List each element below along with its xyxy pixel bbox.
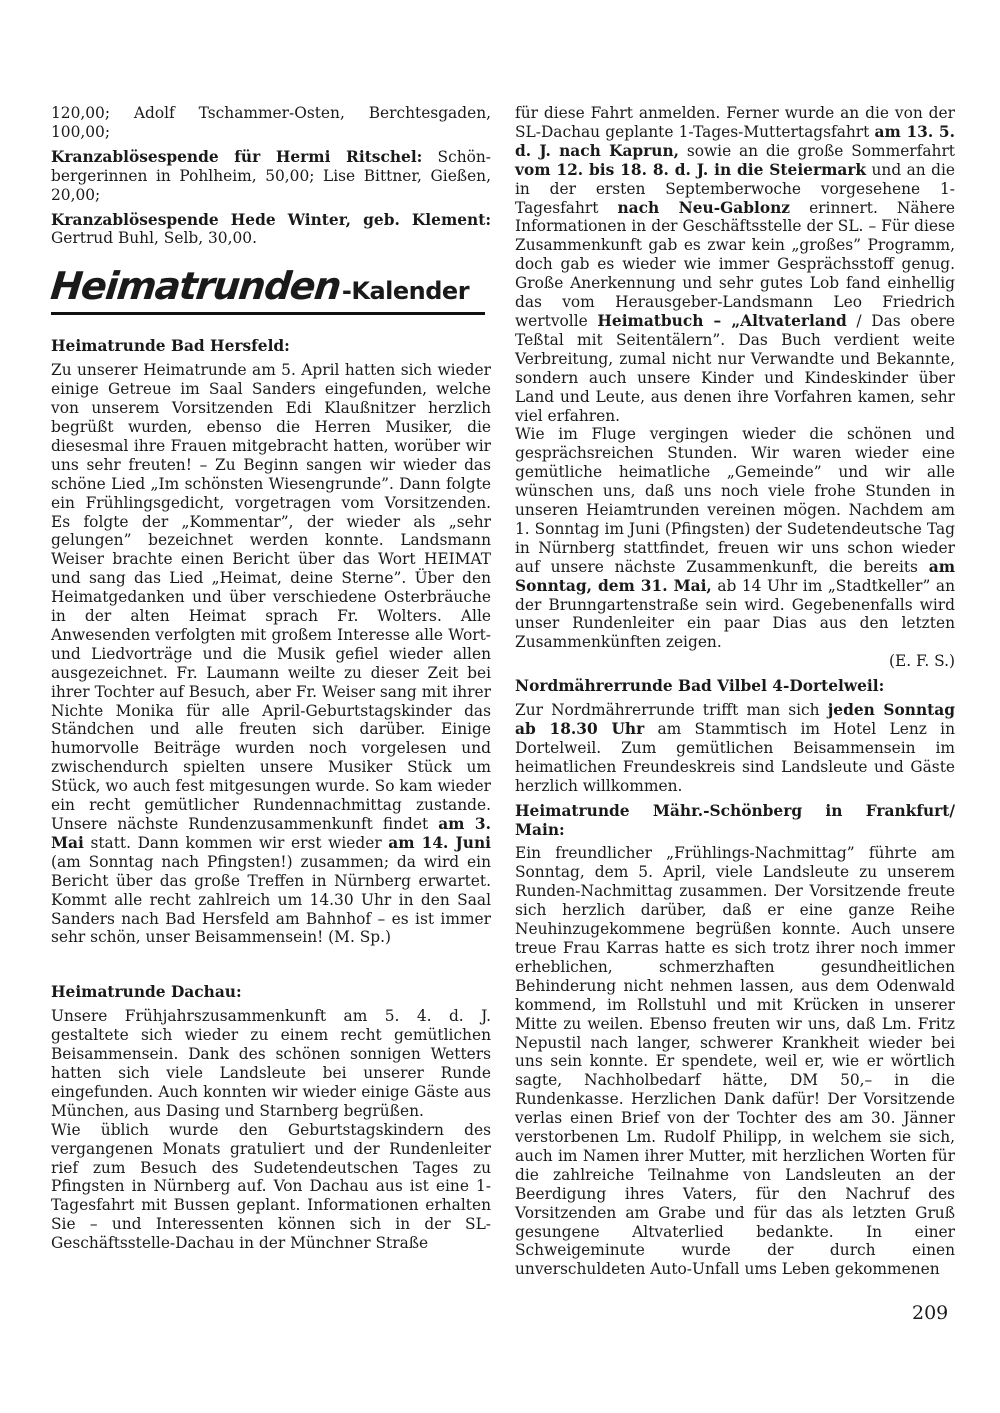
section-title bbox=[48, 260, 491, 309]
article-heading: Heimatrunde Bad Hersfeld: bbox=[51, 337, 290, 356]
author-initials: (E. F. S.) bbox=[889, 652, 955, 671]
section-title-script: Heimatrunden bbox=[48, 264, 343, 309]
article-body: Wie üblich wurde den Geburtstagskindern des vergangenen Monats gratuliert und der Rundenleiter rief zum Besuch des Sudetendeutschen Tages zu Pfingsten in Nürnberg auf. Von Dachau aus ist eine 1-Tagesfahrt mit Bussen geplant. Informationen erhalten Sie – und Interessenten können sich in der SL-Geschäftsstelle-Dachau in der Münchner Straße bbox=[51, 1120, 491, 1253]
donation-label: Kranzablösespende Hede Winter, geb. Klement: bbox=[51, 210, 491, 229]
page-number: 209 bbox=[912, 1302, 949, 1324]
article-body: Wie im Fluge vergingen wieder die schönen und gesprächsreichen Stunden. Wir waren wieder eine gemütliche heimatliche „Gemeinde” und wir alle wünschen uns, daß uns noch viele frohe Stunden in unseren Heiamtrunden vereinen mögen. Nachdem am 1. Sonntag im Juni (Pfingsten) der Sudetendeutsche Tag in Nürnberg stattfindet, freuen wir uns schon wieder auf unsere nächste Zusammenkunft, die bereits am Sonntag, dem 31. Mai, ab 14 Uhr im „Stadtkeller” an der Brunngartenstraße sein wird. Gegebenenfalls wird unser Rundenleiter ein paar Dias aus den letzten Zusammenkünften zeigen. bbox=[515, 425, 955, 652]
section-title-block: -Kalender bbox=[341, 277, 470, 306]
donation-paragraph: Kranzablösespende Hede Winter, geb. Klement: Gertrud Buhl, Selb, 30,00. bbox=[51, 210, 491, 248]
article-heading: Heimatrunde Mähr.-Schönberg in Frankfurt/ Main: bbox=[515, 801, 955, 839]
article-heading: Heimatrunde Dachau: bbox=[51, 983, 242, 1002]
article-heading: Nordmährerrunde Bad Vilbel 4-Dortelweil: bbox=[515, 677, 885, 696]
article-body: Zu unserer Heimatrunde am 5. April hatten sich wieder einige Getreue im Saal Sanders eingefunden, welche von unserem Vorsitzenden Edi Klaußnitzer herzlich begrüßt wurden, ebenso die Herren Musiker, die diesesmal ihre Frauen mitgebracht hatten, worüber wir uns sehr freuten! – Zu Beginn sangen wir wieder das schöne Lied „Im schönsten Wiesengrunde”. Dann folgte ein Frühlingsgedicht, vorgetragen vom Vorsitzenden. Es folgte der „Kommentar”, der wieder als „sehr gelungen” bezeichnet werden konnte. Landsmann Weiser brachte einen Bericht über das Wort HEIMAT und sang das Lied „Heimat, deine Sterne”. Über den Heimatgedanken und über verschiedene Osterbräuche in der alten Heimat sprach Fr. Wolters. Alle Anwesenden verfolgten mit großem Interesse alle Wort- und Liedvorträge und die Musik gefiel wieder allen ausgezeichnet. Fr. Laumann weilte zu dieser Zeit bei ihrer Tochter auf Besuch, aber Fr. Weiser sang mit ihrer Nichte Monika für alle April-Geburtstagskinder das Ständchen und alle freuten sich darüber. Einige humorvolle Beiträge wurden noch vorgelesen und zwischendurch spielten unsere Musiker Stück um Stück, wo auch fest mitgesungen wurde. So kam wieder ein recht gemütlicher Rundennachmittag zustande. Unsere nächste Rundenzusammenkunft findet am 3. Mai statt. Dann kommen wir erst wieder am 14. Juni (am Sonntag nach Pfingsten!) zusammen; da wird ein Bericht über das große Treffen in Nürnberg erwartet. Kommt alle recht zahlreich um 14.30 Uhr in den Saal Sanders nach Bad Hersfeld am Bahnhof – es ist immer sehr schön, unser Beisammensein! (M. Sp.) bbox=[51, 361, 491, 947]
donation-label: Kranzablösespende für Hermi Ritschel: bbox=[51, 147, 423, 166]
right-column bbox=[515, 104, 955, 1279]
title-rule bbox=[51, 312, 485, 315]
article-body: Zur Nordmährerrunde trifft man sich jeden Sonntag ab 18.30 Uhr am Stammtisch im Hotel Lenz in Dortelweil. Zum gemütlichen Beisammensein im heimatlichen Freundeskreis sind Landsleute und Gäste herzlich willkommen. bbox=[515, 701, 955, 795]
donation-paragraph: Kranzablösespende für Hermi Ritschel: Schön-bergerinnen in Pohlheim, 50,00; Lise Bittner, Gießen, 20,00; bbox=[51, 147, 491, 204]
donation-paragraph: 120,00; Adolf Tschammer-Osten, Berchtesgaden, 100,00; bbox=[51, 104, 491, 141]
article-body: für diese Fahrt anmelden. Ferner wurde an die von der SL-Dachau geplante 1-Tages-Muttertagsfahrt am 13. 5. d. J. nach Kaprun, sowie an die große Sommerfahrt vom 12. bis 18. 8. d. J. in die Steiermark und an die in der ersten Septemberwoche vorgesehene 1-Tagesfahrt nach Neu-Gablonz erinnert. Nähere Informationen in der Geschäftsstelle der SL. – Für diese Zusammenkunft gab es zwar kein „großes” Programm, doch gab es wieder wie immer Gesprächsstoff genug. Große Anerkennung und sehr gutes Lob fand einhellig das vom Herausgeber-Landsmann Leo Friedrich wertvolle Heimatbuch – „Altvaterland / Das obere Teßtal mit Seitentälern”. Das Buch verdient weite Verbreitung, zumal nicht nur Verwandte und Bekannte, sondern auch unsere Kinder und Kindeskinder über Land und Leute, aus denen ihre Vorfahren kamen, sehr viel erfahren. bbox=[515, 104, 955, 425]
left-column bbox=[48, 104, 491, 1253]
article-body: Ein freundlicher „Frühlings-Nachmittag” führte am Sonntag, dem 5. April, viele Landsleute zu unserem Runden-Nachmittag zusammen. Der Vorsitzende freute sich herzlich darüber, daß er eine ganze Reihe Neuhinzugekommene begrüßen konnte. Auch unsere treue Frau Karras hatte es sich trotz ihrer noch immer erheblichen, schmerzhaften gesundheitlichen Behinderung nicht nehmen lassen, aus dem Odenwald kommend, im Rollstuhl und mit Krücken in unserer Mitte zu weilen. Ebenso freuten wir uns, daß Lm. Fritz Nepustil nach langer, schwerer Krankheit wieder bei uns sein konnte. Er spendete, weil er, wie er wörtlich sagte, Nachholbedarf hätte, DM 50,– in die Rundenkasse. Herzlichen Dank dafür! Der Vorsitzende verlas einen Brief von der Tochter des am 30. Jänner verstorbenen Lm. Rudolf Philipp, in welchem sie sich, auch im Namen ihrer Mutter, mit herzlichen Worten für die zahlreiche Teilnahme von Landsleuten an der Beerdigung ihres Vaters, für den Nachruf des Vorsitzenden am Grabe und für das als letzten Gruß gesungene Altvaterlied bedankte. In einer Schweigeminute wurde der durch einen unverschuldeten Auto-Unfall ums Leben gekommenen bbox=[515, 844, 955, 1279]
article-body: Unsere Frühjahrszusammenkunft am 5. 4. d. J. gestaltete sich wieder zu einem recht gemütlichen Beisammensein. Dank des schönen sonnigen Wetters hatten sich viele Landsleute bei unserer Runde eingefunden. Auch konnten wir wieder einige Gäste aus München, aus Dasing und Starnberg begrüßen. bbox=[51, 1007, 491, 1120]
